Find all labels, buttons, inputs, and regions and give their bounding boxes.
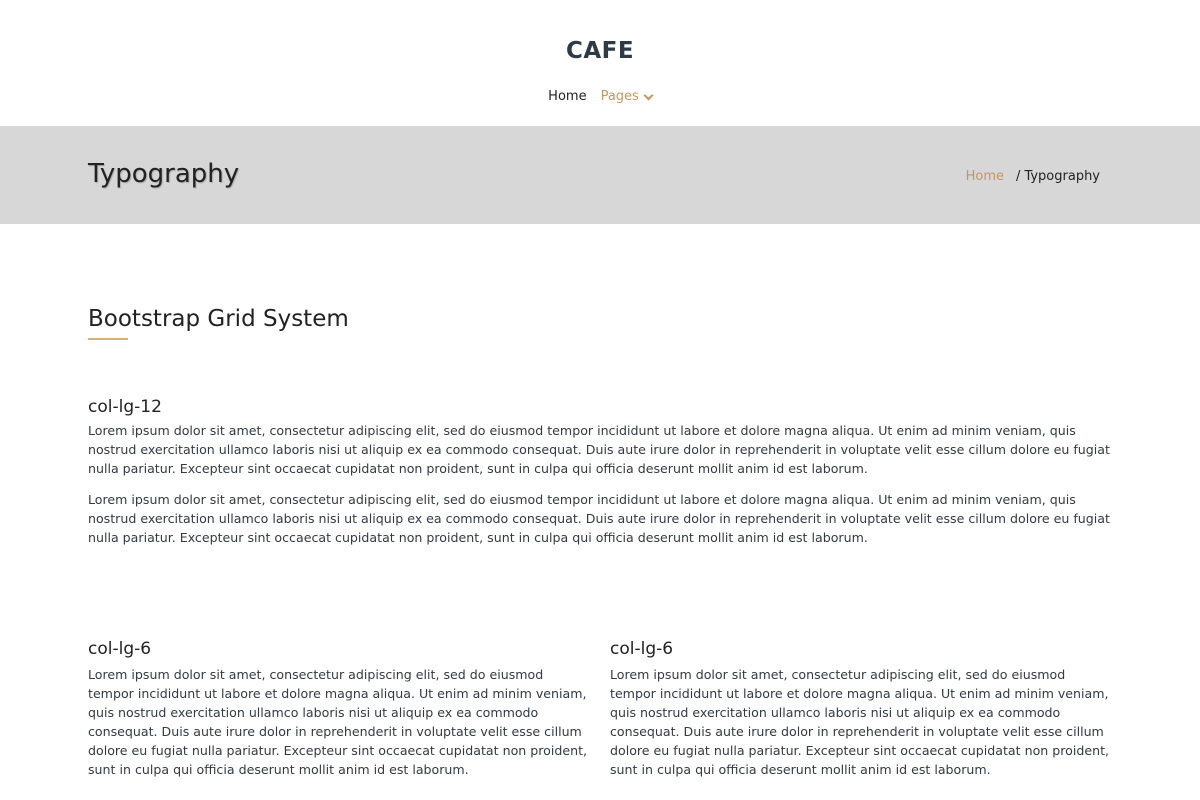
page-banner — [0, 126, 1200, 224]
row-col-lg-12 — [88, 396, 1112, 547]
page-title: Typography — [88, 159, 240, 189]
breadcrumb-home-link[interactable]: Home — [965, 169, 1005, 184]
section-title: Bootstrap Grid System — [88, 306, 349, 332]
column-right — [610, 638, 1110, 779]
paragraph: Lorem ipsum dolor sit amet, consectetur adipiscing elit, sed do eiusmod tempor incididunt ut labore et dolore magna aliqua. Ut enim ad minim veniam, quis nostrud exercitation ullamco laboris nisi ut aliquip ex ea commodo consequat. Duis aute irure dolor in reprehenderit in voluptate velit esse cillum dolore eu fugiat nulla pariatur. Excepteur sint occaecat cupidatat non proident, sunt in culpa qui officia deserunt mollit anim id est laborum. — [610, 667, 1110, 777]
paragraph: Lorem ipsum dolor sit amet, consectetur adipiscing elit, sed do eiusmod tempor incididunt ut labore et dolore magna aliqua. Ut enim ad minim veniam, quis nostrud exercitation ullamco laboris nisi ut aliquip ex ea commodo consequat. Duis aute irure dolor in reprehenderit in voluptate velit esse cillum dolore eu fugiat nulla pariatur. Excepteur sint occaecat cupidatat non proident, sunt in culpa qui officia deserunt mollit anim id est laborum. — [88, 423, 1110, 476]
main-content — [0, 304, 1200, 779]
breadcrumb-separator: / — [1016, 169, 1021, 184]
row-col-lg-6 — [88, 638, 1112, 779]
paragraph: Lorem ipsum dolor sit amet, consectetur adipiscing elit, sed do eiusmod tempor incididunt ut labore et dolore magna aliqua. Ut enim ad minim veniam, quis nostrud exercitation ullamco laboris nisi ut aliquip ex ea commodo consequat. Duis aute irure dolor in reprehenderit in voluptate velit esse cillum dolore eu fugiat nulla pariatur. Excepteur sint occaecat cupidatat non proident, sunt in culpa qui officia deserunt mollit anim id est laborum. — [88, 492, 1110, 545]
col-heading: col-lg-6 — [610, 639, 674, 659]
paragraph: Lorem ipsum dolor sit amet, consectetur adipiscing elit, sed do eiusmod tempor incididunt ut labore et dolore magna aliqua. Ut enim ad minim veniam, quis nostrud exercitation ullamco laboris nisi ut aliquip ex ea commodo consequat. Duis aute irure dolor in reprehenderit in voluptate velit esse cillum dolore eu fugiat nulla pariatur. Excepteur sint occaecat cupidatat non proident, sunt in culpa qui officia deserunt mollit anim id est laborum. — [88, 667, 588, 777]
column-left — [88, 638, 588, 779]
nav-item-pages[interactable] — [601, 88, 652, 106]
col-heading: col-lg-12 — [88, 397, 162, 417]
nav-item-pages-label: Pages — [600, 89, 639, 104]
site-header — [0, 0, 1200, 126]
breadcrumb-current: Typography — [1024, 169, 1100, 184]
chevron-down-icon — [643, 90, 653, 100]
nav-item-home[interactable]: Home — [548, 89, 587, 104]
breadcrumb — [966, 168, 1100, 186]
main-nav — [0, 88, 1200, 106]
title-underline — [88, 338, 128, 340]
col-heading: col-lg-6 — [88, 639, 152, 659]
brand-logo[interactable]: CAFE — [565, 38, 635, 64]
